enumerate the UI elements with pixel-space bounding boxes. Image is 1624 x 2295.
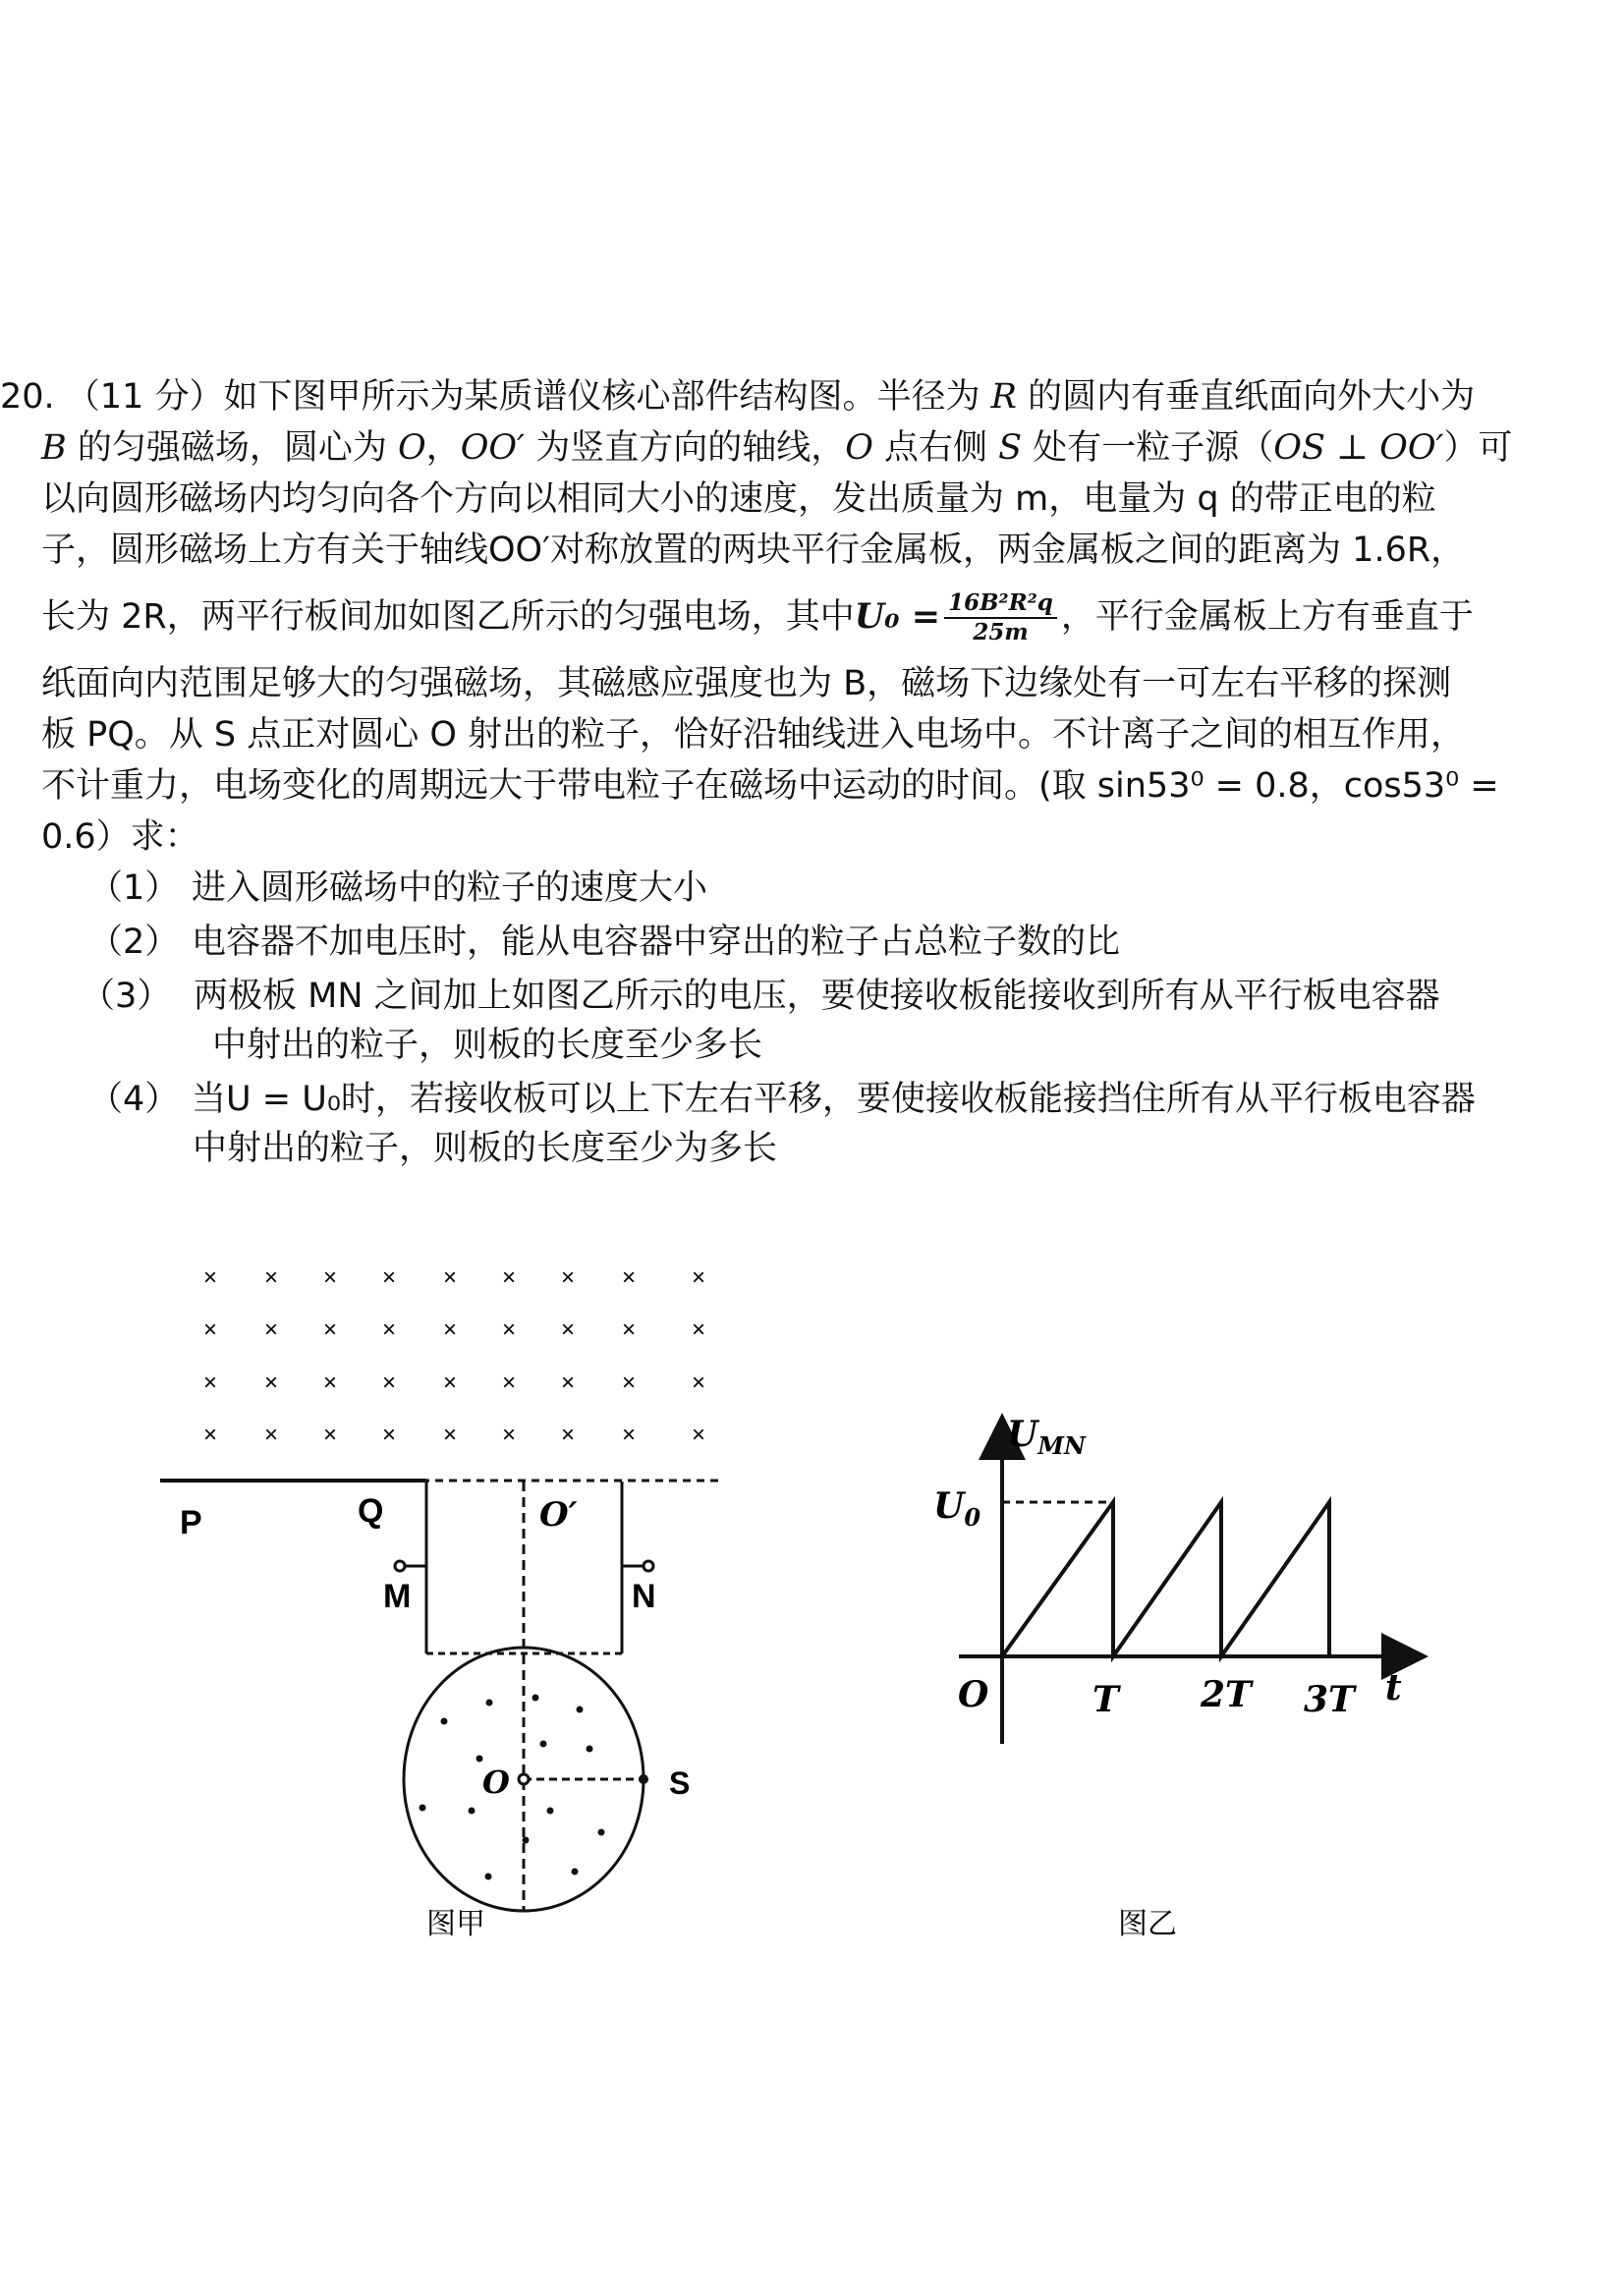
cross-mark: × [382, 1370, 397, 1396]
cross-mark: × [203, 1422, 218, 1448]
label-O-prime: O′ [539, 1495, 578, 1535]
cross-mark: × [264, 1370, 279, 1396]
text-segment: ， [425, 428, 461, 468]
cross-mark: × [382, 1316, 397, 1343]
question-text: 进入圆形磁场中的粒子的速度大小 [192, 868, 708, 908]
var-S: S [998, 428, 1023, 468]
cross-mark: × [264, 1316, 279, 1343]
cross-mark: × [622, 1370, 637, 1396]
cross-mark: × [443, 1422, 458, 1448]
cross-mark: × [443, 1264, 458, 1291]
question-4-continued: 中射出的粒子，则板的长度至少为多长 [193, 1129, 778, 1168]
cross-mark: × [561, 1422, 576, 1448]
U0-label: $U_0$ [933, 1485, 981, 1532]
question-text: 电容器不加电压时，能从电容器中穿出的粒子占总粒子数的比 [192, 923, 1121, 962]
caption-figure-a: 图甲 [426, 1908, 485, 1940]
cross-mark: × [264, 1422, 279, 1448]
problem-line-8: 不计重力，电场变化的周期远大于带电粒子在磁场中运动的时间。(取 sin53⁰ = 0.8，cos53⁰ = [41, 766, 1499, 806]
cross-mark: × [622, 1264, 637, 1291]
cross-mark: × [502, 1422, 517, 1448]
cross-mark: × [561, 1264, 576, 1291]
cross-mark: × [203, 1264, 218, 1291]
cross-mark: × [264, 1264, 279, 1291]
fraction-numerator: 16B²R²q [944, 589, 1057, 619]
label-M: M [383, 1578, 412, 1615]
question-number: （1） [88, 868, 180, 908]
label-O: O [482, 1763, 510, 1801]
cross-mark: × [692, 1316, 706, 1343]
t-axis-label: t [1385, 1667, 1402, 1708]
var-O: O [845, 428, 873, 468]
text-segment: 处有一粒子源（ [1022, 428, 1274, 468]
text-segment: 点右侧 [872, 428, 999, 468]
cross-mark: × [203, 1370, 218, 1396]
label-S: S [669, 1765, 691, 1801]
problem-line-7: 板 PQ。从 S 点正对圆心 O 射出的粒子，恰好沿轴线进入电场中。不计离子之间的相互作用， [41, 715, 1466, 755]
var-B: B [41, 428, 67, 468]
caption-figure-b: 图乙 [1118, 1908, 1177, 1940]
cross-mark: × [323, 1422, 338, 1448]
label-P: P [180, 1504, 202, 1541]
origin-label: O [958, 1674, 989, 1715]
cross-mark: × [323, 1316, 338, 1343]
question-number: （2） [88, 923, 180, 962]
problem-line-3: 以向圆形磁场内均匀向各个方向以相同大小的速度，发出质量为 m，电量为 q 的带正电的粒 [41, 479, 1436, 519]
math-perp: OS ⊥ OO′ [1273, 428, 1444, 468]
voltage-sawtooth [1002, 1502, 1329, 1656]
var-OO: OO′ [460, 428, 526, 468]
question-3-continued: 中射出的粒子，则板的长度至少多长 [212, 1026, 763, 1065]
cross-mark: × [622, 1422, 637, 1448]
label-N: N [632, 1578, 656, 1615]
label-Q: Q [358, 1492, 384, 1530]
tick-T: T [1092, 1679, 1119, 1720]
question-number: （4） [88, 1080, 180, 1119]
tick-2T: 2T [1201, 1674, 1252, 1715]
cross-mark: × [622, 1316, 637, 1343]
cross-mark: × [561, 1316, 576, 1343]
cross-mark: × [382, 1264, 397, 1291]
text-segment: ，平行金属板上方有垂直于 [1060, 597, 1474, 637]
problem-line-4: 子，圆形磁场上方有关于轴线OO′对称放置的两块平行金属板，两金属板之间的距离为 1.6R， [41, 531, 1466, 570]
cross-mark: × [323, 1264, 338, 1291]
cross-mark: × [203, 1316, 218, 1343]
problem-line-6: 纸面向内范围足够大的匀强磁场，其磁感应强度也为 B，磁场下边缘处有一可左右平移的探测 [41, 664, 1452, 703]
cross-mark: × [502, 1316, 517, 1343]
question-number: （3） [81, 977, 172, 1016]
cross-mark: × [502, 1370, 517, 1396]
tick-3T: 3T [1304, 1679, 1355, 1720]
cross-mark: × [692, 1422, 706, 1448]
question-text: 当U = U₀时，若接收板可以上下左右平移，要使接收板能接挡住所有从平行板电容器 [192, 1080, 1476, 1119]
cross-mark: × [692, 1370, 706, 1396]
text-segment: 的圆内有垂直纸面向外大小为 [1016, 377, 1476, 417]
fraction-denominator: 25m [973, 619, 1029, 645]
var-R: R [990, 377, 1017, 417]
text-segment: 为竖直方向的轴线， [525, 428, 846, 468]
text-segment: 20. （11 分）如下图甲所示为某质谱仪核心部件结构图。半径为 [0, 377, 991, 417]
cross-mark: × [323, 1370, 338, 1396]
cross-mark: × [443, 1370, 458, 1396]
cross-mark: × [443, 1316, 458, 1343]
var-O: O [398, 428, 426, 468]
y-axis-label: $U_{MN}$ [1007, 1414, 1086, 1460]
cross-mark: × [502, 1264, 517, 1291]
text-segment: 长为 2R，两平行板间加如图乙所示的匀强电场，其中 [41, 597, 855, 637]
cross-mark: × [382, 1422, 397, 1448]
cross-mark: × [561, 1370, 576, 1396]
problem-line-9: 0.6）求： [41, 817, 199, 857]
cross-mark: × [692, 1264, 706, 1291]
text-segment: 的匀强磁场，圆心为 [66, 428, 398, 468]
text-segment: ）可 [1443, 428, 1513, 468]
question-text: 两极板 MN 之间加上如图乙所示的电压，要使接收板能接收到所有从平行板电容器 [194, 977, 1440, 1016]
var-U0: U₀ = [854, 596, 941, 637]
